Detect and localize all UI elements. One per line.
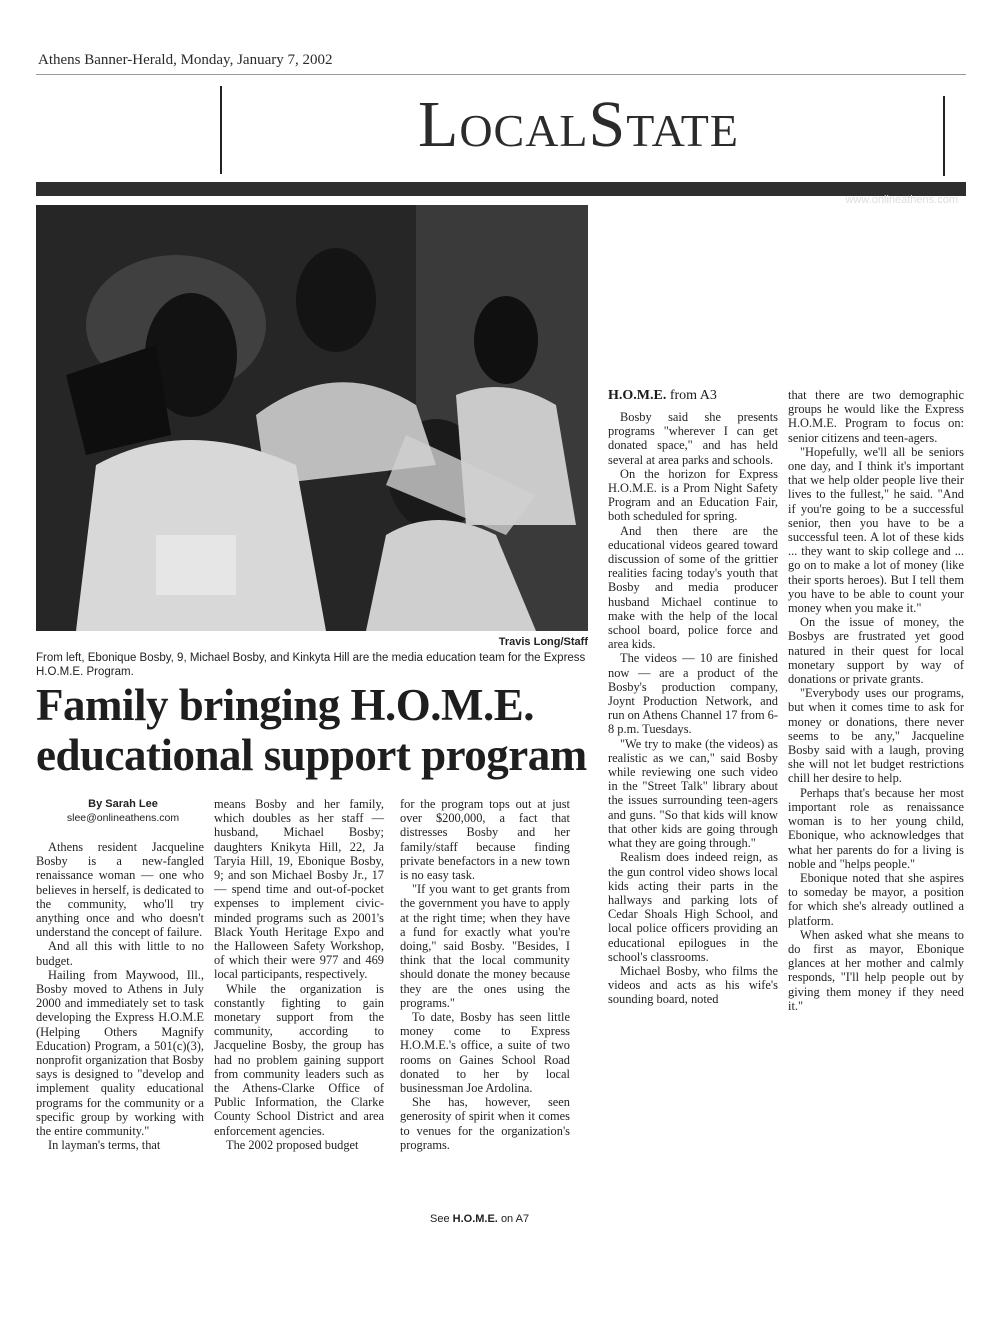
header-divider-left [220, 86, 222, 174]
paragraph: "Everybody uses our programs, but when it comes time to ask for money or donations, there never seems to be any," Jacqueline Bosby said with a laugh, proving she will not let budget restrictions chill her desire to help. [788, 686, 964, 786]
see-label: See [430, 1213, 450, 1225]
paragraph: "If you want to get grants from the government you have to apply at the right time; when they have a fund for exactly what you're doing," said Bosby. "Besides, I think that the local community should donate the money because they are the ones using the programs." [400, 882, 570, 1010]
photo-caption: From left, Ebonique Bosby, 9, Michael Bosby, and Kinkyta Hill are the media education team for the Express H.O.M.E. Program. [36, 652, 586, 678]
paragraph: means Bosby and her family, which doubles as her staff — husband, Michael Bosby; daughters Knikyta Hill, 22, Ja Taryia Hill, 19, Ebonique Bosby, 9; and son Michael Bosby Jr., 17 — spend time and out-of-pocket expenses to implement civic-minded programs such as 2001's Black Youth Heritage Expo and the Halloween Safety Workshop, of which their were 977 and 469 local participants, respectively. [214, 797, 384, 982]
paragraph: When asked what she means to do first as mayor, Ebonique glances at her mother and calmly responds, "I'll help people out by giving them money if they need it." [788, 927, 964, 1013]
paragraph: The videos — 10 are finished now — are a product of the Bosby's production company, Joynt Production Network, and run on Athens Channel 17 from 6-8 p.m. Tuesdays. [608, 651, 779, 737]
paragraph: And then there are the educational videos geared toward discussion of some of the grittier realities facing today's youth that Bosby and media producer husband Michael continue to make with the help of the local school board, police force and area kids. [608, 523, 778, 652]
jump-from: from A3 [669, 388, 717, 403]
byline-email: slee@onlineathens.com [66, 812, 180, 824]
paragraph: Bosby said she presents programs "wherever I can get donated space," and has held several at area parks and schools. [608, 410, 778, 467]
article-column-2 [214, 797, 384, 1152]
photo-illustration [36, 205, 588, 631]
header-rule [36, 74, 966, 75]
section-bar [36, 182, 966, 206]
news-photo [36, 205, 588, 631]
paragraph: On the issue of money, the Bosbys are frustrated yet good natured in their quest for local monetary support by way of donations or private grants. [788, 615, 964, 687]
paragraph: Ebonique noted that she aspires to someday be mayor, a position for which she's already outlined a platform. [788, 870, 964, 928]
see-target: H.O.M.E. [452, 1213, 498, 1225]
paragraph: She has, however, seen generosity of spirit when it comes to venues for the organization's programs. [400, 1095, 570, 1152]
paragraph: Perhaps that's because her most important role as renaissance woman is to her young child, Ebonique, who acknowledges that what her parents do for a living is noble and "helps people." [788, 785, 964, 871]
article-column-4 [608, 410, 778, 1007]
jump-header [608, 388, 778, 410]
paragraph: To date, Bosby has seen little money come to Express H.O.M.E.'s office, a suite of two rooms on Gaines School Road donated to her by local businessman Joe Ardolina. [400, 1010, 570, 1096]
paragraph: On the horizon for Express H.O.M.E. is a Prom Night Safety Program and an Education Fair, both scheduled for spring. [608, 466, 778, 524]
paragraph: "Hopefully, we'll all be seniors one day, and I think it's important that we help older people live their lives to the fullest," he said. "And if you're going to be a successful senior, then you have to be a successful teen. A lot of these kids ... they want to skip college and ... go on to make a lot of money (like their sports heroes). But I tell them you have to be able to count your money when you make it." [788, 444, 964, 616]
paragraph: for the program tops out at just over $200,000, a fact that distresses Bosby and her family/staff because finding private benefactors in a new town is no easy task. [400, 797, 570, 883]
article-column-5 [788, 388, 964, 1013]
paragraph: Michael Bosby, who films the videos and acts as his wife's sounding board, noted [608, 963, 778, 1007]
byline [38, 797, 208, 825]
paragraph: The 2002 proposed budget [226, 1137, 359, 1152]
see-page: on A7 [500, 1213, 530, 1225]
paragraph: Hailing from Maywood, Ill., Bosby moved to Athens in July 2000 and immediately set to task developing the Express H.O.M.E (Helping Others Magnify Education) Program, a 501(c)(3), nonprofit organization that Bosby says is designed to "develop and implement quality educational programs for the community or a specific group by working with the entire community." [36, 967, 204, 1139]
paragraph: "We try to make (the videos) as realistic as we can," said Bosby while reviewing one such video in the "Street Talk" library about the issues surrounding teen-agers and guns. "So that kids will know that other kids are going through what they are going through." [608, 736, 778, 851]
paragraph: Athens resident Jacqueline Bosby is a new-fangled renaissance woman — one who believes in herself, is dedicated to the community, who'll try anything once and who doesn't understand the concept of failure. [36, 840, 204, 940]
article-column-3 [400, 797, 570, 1152]
photo-credit: Travis Long/Staff [498, 636, 588, 648]
paragraph: that there are two demographic groups he would like the Express H.O.M.E. Program to focus on: senior citizens and teen-agers. [788, 388, 964, 445]
section-url: www.onlineathens.com [845, 194, 958, 206]
header-divider-right [943, 96, 945, 176]
dateline: Athens Banner-Herald, Monday, January 7, 2002 [38, 52, 333, 68]
byline-name: By Sarah Lee [88, 798, 158, 810]
paragraph: Realism does indeed reign, as the gun control video shows local kids acting their parts in the hallways and parking lots of Cedar Shoals High School, and local police officers providing an educational epilogues in the school's classrooms. [608, 850, 778, 964]
paragraph: In layman's terms, that [48, 1138, 161, 1153]
jump-line-see [430, 1213, 529, 1225]
article-column-1 [36, 840, 204, 1152]
paragraph: And all this with little to no budget. [36, 939, 204, 968]
jump-label: H.O.M.E. [608, 388, 667, 403]
paragraph: While the organization is constantly fighting to gain monetary support from the community, according to Jacqueline Bosby, the group has had no problem gaining support from community leaders such as the Athens-Clarke Office of Public Information, the Clarke County School District and area enforcement agencies. [214, 981, 384, 1138]
section-title: LocalState [418, 88, 739, 161]
headline: Family bringing H.O.M.E. educational support program [36, 680, 587, 780]
